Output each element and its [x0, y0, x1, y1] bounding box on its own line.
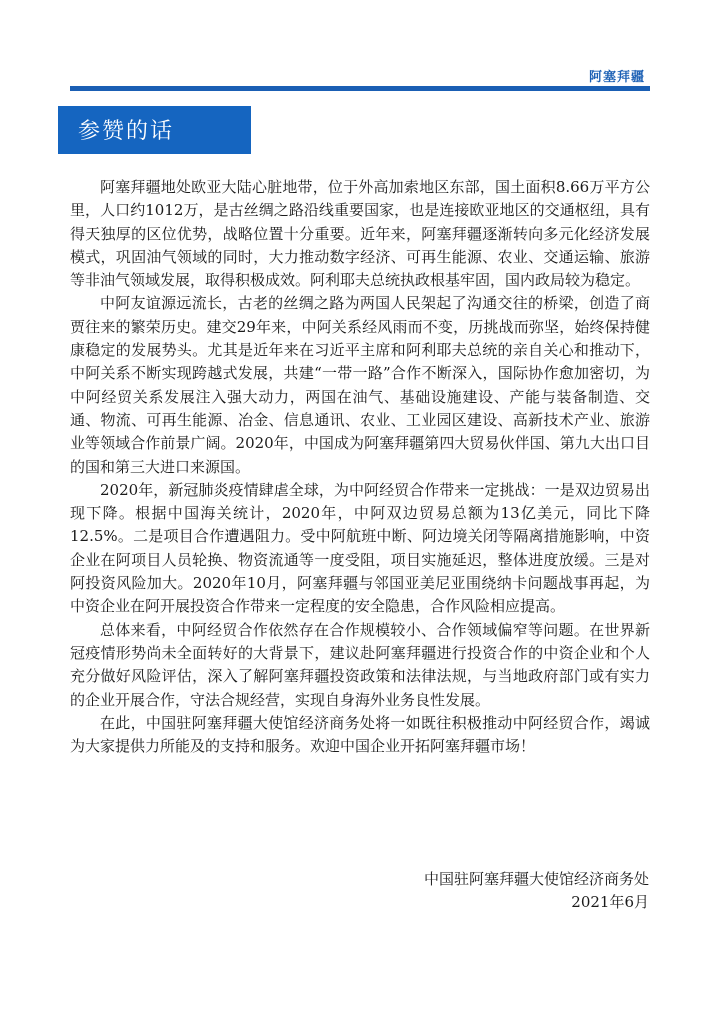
signature-block: [424, 868, 649, 914]
signature-date: 2021年6月: [571, 893, 649, 911]
section-title-banner: [58, 106, 251, 154]
header-rule: [70, 86, 650, 91]
paragraph: 阿塞拜疆地处欧亚大陆心脏地带，位于外高加索地区东部，国土面积8.66万平方公里，人口约1012万，是古丝绸之路沿线重要国家，也是连接欧亚地区的交通枢纽，具有得天独厚的区位优势，战略位置十分重要。近年来，阿塞拜疆逐渐转向多元化经济发展模式，巩固油气领域的同时，大力推动数字经济、可再生能源、农业、交通运输、旅游等非油气领域发展，取得积极成效。阿利耶夫总统执政根基牢固，国内政局较为稳定。: [70, 178, 650, 290]
header-country-label: 阿塞拜疆: [588, 70, 645, 85]
signature-org: 中国驻阿塞拜疆大使馆经济商务处: [423, 870, 649, 888]
paragraph: 在此，中国驻阿塞拜疆大使馆经济商务处将一如既往积极推动中阿经贸合作，竭诚为大家提供力所能及的支持和服务。欢迎中国企业开拓阿塞拜疆市场！: [70, 713, 650, 756]
section-title: 参赞的话: [78, 119, 175, 144]
paragraph: 中阿友谊源远流长，古老的丝绸之路为两国人民架起了沟通交往的桥梁，创造了商贾往来的繁荣历史。建交29年来，中阿关系经风雨而不变，历挑战而弥坚，始终保持健康稳定的发展势头。尤其是近年来在习近平主席和阿利耶夫总统的亲自关心和推动下，中阿关系不断实现跨越式发展，共建“一带一路”合作不断深入，国际协作愈加密切，为中阿经贸关系发展注入强大动力，两国在油气、基础设施建设、产能与装备制造、交通、物流、可再生能源、冶金、信息通讯、农业、工业园区建设、高新技术产业、旅游业等领域合作前景广阔。2020年，中国成为阿塞拜疆第四大贸易伙伴国、第九大出口目的国和第三大进口来源国。: [70, 294, 650, 476]
body-text: [70, 176, 650, 758]
paragraph: 2020年，新冠肺炎疫情肆虐全球，为中阿经贸合作带来一定挑战：一是双边贸易出现下降。根据中国海关统计，2020年，中阿双边贸易总额为13亿美元，同比下降12.5%。二是项目合作遭遇阻力。受中阿航班中断、阿边境关闭等隔离措施影响，中资企业在阿项目人员轮换、物资流通等一度受阻，项目实施延迟，整体进度放缓。三是对阿投资风险加大。2020年10月，阿塞拜疆与邻国亚美尼亚围绕纳卡问题战事再起，为中资企业在阿开展投资合作带来一定程度的安全隐患，合作风险相应提高。: [70, 480, 650, 616]
paragraph: 总体来看，中阿经贸合作依然存在合作规模较小、合作领域偏窄等问题。在世界新冠疫情形势尚未全面转好的大背景下，建议赴阿塞拜疆进行投资合作的中资企业和个人充分做好风险评估，深入了解阿塞拜疆投资政策和法律法规，与当地政府部门或有实力的企业开展合作，守法合规经营，实现自身海外业务良性发展。: [70, 620, 650, 709]
